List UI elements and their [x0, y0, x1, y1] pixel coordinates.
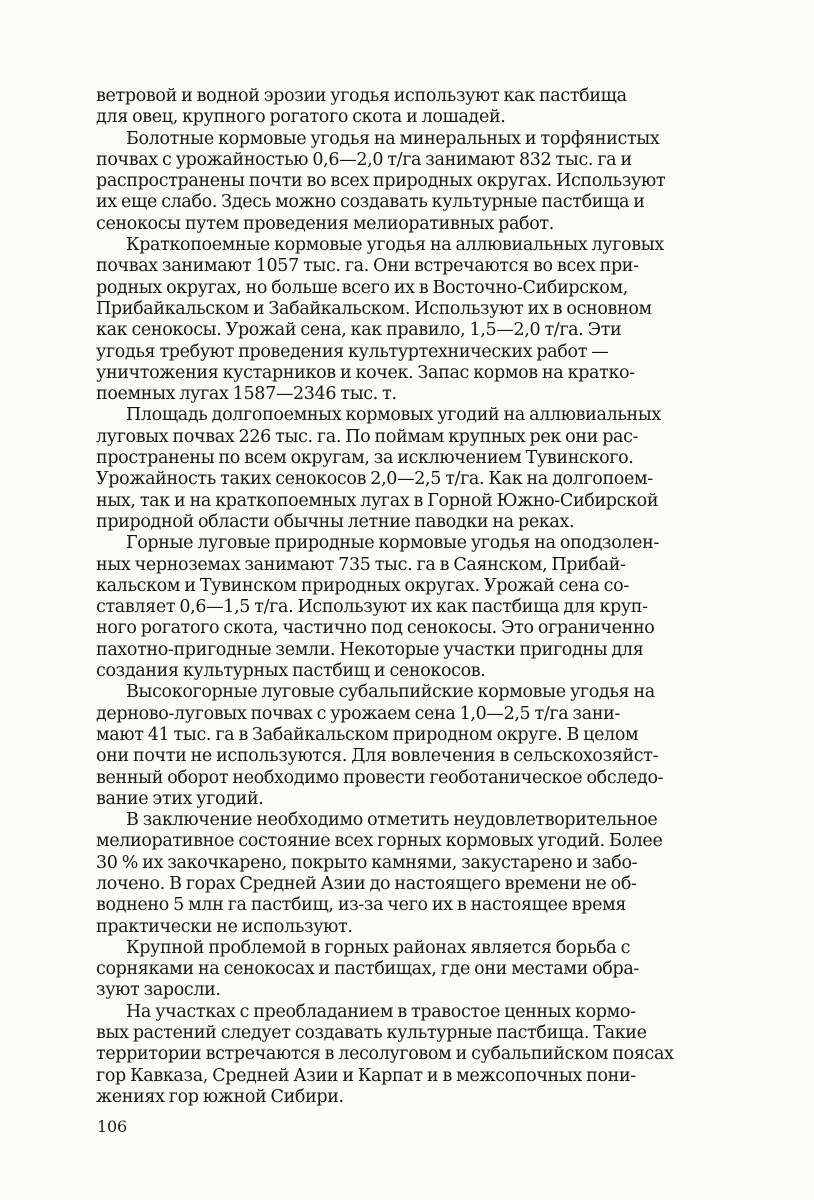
- text-line: Крупной проблемой в горных районах является борьба с: [126, 937, 631, 958]
- text-line: На участках с преобладанием в травостое ценных кормо-: [126, 1001, 636, 1022]
- text-line: ных черноземах занимают 735 тыс. га в Саянском, Прибай-: [96, 554, 626, 575]
- text-line: луговых почвах 226 тыс. га. По поймам крупных рек они рас-: [96, 426, 639, 447]
- text-line: Высокогорные луговые субальпийские кормовые угодья на: [126, 682, 655, 703]
- text-line: для овец, крупного рогатого скота и лошадей.: [96, 107, 506, 128]
- text-line: сорняками на сенокосах и пастбищах, где они местами обра-: [96, 959, 639, 980]
- text-line: вых растений следует создавать культурные пастбища. Такие: [96, 1023, 647, 1044]
- text-line: угодья требуют проведения культуртехнических работ —: [96, 341, 609, 362]
- text-line: территории встречаются в лесолуговом и субальпийском поясах: [96, 1044, 674, 1065]
- text-line: как сенокосы. Урожай сена, как правило, 1,5—2,0 т/га. Эти: [96, 320, 622, 341]
- text-line: их еще слабо. Здесь можно создавать культурные пастбища и: [96, 192, 645, 213]
- text-line: ветровой и водной эрозии угодья используют как пастбища: [96, 86, 627, 106]
- text-line: ставляет 0,6—1,5 т/га. Используют их как пастбища для круп-: [96, 597, 648, 618]
- text-line: зуют заросли.: [96, 980, 221, 1001]
- text-line: почвах с урожайностью 0,6—2,0 т/га занимают 832 тыс. га и: [96, 149, 632, 170]
- text-line: распространены почти во всех природных округах. Используют: [96, 171, 666, 192]
- text-line: ного рогатого скота, частично под сенокосы. Это ограниченно: [96, 618, 655, 639]
- text-line: создания культурных пастбищ и сенокосов.: [96, 661, 486, 682]
- text-line: они почти не используются. Для вовлечения в сельскохозяйст-: [96, 746, 659, 767]
- text-line: гор Кавказа, Средней Азии и Карпат и в межсопочных пони-: [96, 1065, 636, 1086]
- text-line: Прибайкальском и Забайкальском. Используют их в основном: [96, 298, 652, 319]
- text-line: практически не используют.: [96, 916, 353, 937]
- text-line: Урожайность таких сенокосов 2,0—2,5 т/га. Как на долгопоем-: [96, 469, 653, 490]
- page-number: 106: [97, 1117, 127, 1136]
- text-line: Краткопоемные кормовые угодья на аллювиальных луговых: [126, 235, 664, 256]
- text-line: кальском и Тувинском природных округах. Урожай сена со-: [96, 575, 629, 596]
- text-line: вание этих угодий.: [96, 788, 264, 809]
- text-line: лочено. В горах Средней Азии до настоящего времени не об-: [96, 873, 637, 894]
- text-line: Горные луговые природные кормовые угодья на оподзолен-: [126, 533, 660, 554]
- text-line: Болотные кормовые угодья на минеральных и торфянистых: [126, 128, 660, 149]
- text-line: ных, так и на краткопоемных лугах в Горной Южно-Сибирской: [96, 490, 659, 511]
- text-line: Площадь долгопоемных кормовых угодий на аллювиальных: [126, 405, 661, 426]
- text-line: почвах занимают 1057 тыс. га. Они встречаются во всех при-: [96, 256, 639, 277]
- text-line: поемных лугах 1587—2346 тыс. т.: [96, 384, 397, 405]
- text-line: мелиоративное состояние всех горных кормовых угодий. Более: [96, 831, 663, 852]
- text-line: венный оборот необходимо провести геоботаническое обследо-: [96, 767, 664, 788]
- body-text: [96, 86, 728, 1108]
- text-line: мают 41 тыс. га в Забайкальском природном округе. В целом: [96, 724, 639, 745]
- text-line: природной области обычны летние паводки на реках.: [96, 511, 575, 532]
- text-line: дерново-луговых почвах с урожаем сена 1,0—2,5 т/га зани-: [96, 703, 621, 724]
- text-line: уничтожения кустарников и кочек. Запас кормов на кратко-: [96, 362, 635, 383]
- text-line: сенокосы путем проведения мелиоративных работ.: [96, 213, 554, 234]
- text-line: пахотно-пригодные земли. Некоторые участки пригодны для: [96, 639, 644, 660]
- text-line: родных округах, но больше всего их в Восточно-Сибирском,: [96, 277, 628, 298]
- text-line: пространены по всем округам, за исключением Тувинского.: [96, 448, 634, 469]
- text-line: 30 % их закочкарено, покрыто камнями, закустарено и забо-: [96, 852, 638, 873]
- text-line: воднено 5 млн га пастбищ, из-за чего их в настоящее время: [96, 895, 627, 916]
- text-line: жениях гор южной Сибири.: [96, 1086, 344, 1107]
- text-line: В заключение необходимо отметить неудовлетворительное: [126, 810, 658, 831]
